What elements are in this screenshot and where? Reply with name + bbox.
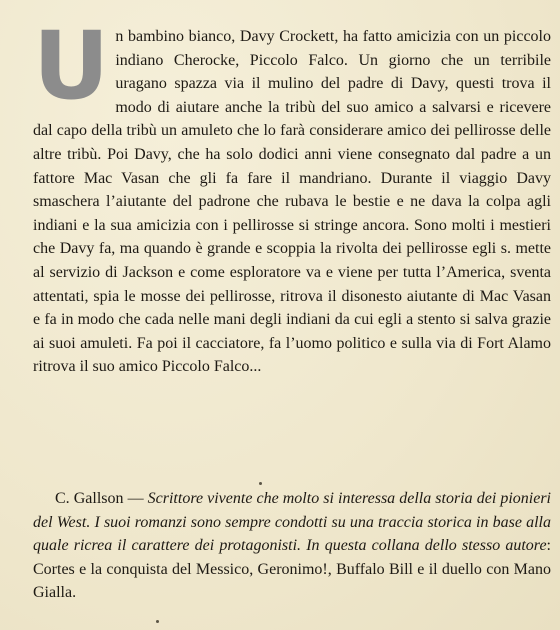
author-works-list: Cortes e la conquista del Messico, Geronimo!, Buffalo Bill e il duello con Mano Gialla. [33, 560, 551, 602]
ink-speck [259, 482, 262, 485]
author-name: C. Gallson — [55, 490, 148, 507]
author-note-paragraph [33, 487, 551, 605]
synopsis-paragraph [33, 12, 551, 379]
author-colon: : [546, 537, 551, 555]
author-description: Scrittore vivente che molto si interessa della storia dei pionieri del West. I suoi romanzi sono sempre condotti su una traccia storica in base alla quale ricrea il carattere dei protagonisti. In questa collana dello stesso autore [33, 490, 551, 555]
synopsis-text: n bambino bianco, Davy Crockett, ha fatto amicizia con un piccolo indiano Cherocke, Piccolo Falco. Un giorno che un terribile uragano spazza via il mulino del padre di Davy, questi trova il modo di aiutare anche la tribù del suo amico a salvarsi e ricevere dal capo della tribù un amuleto che lo farà considerare amico dei pellirosse delle altre tribù. Poi Davy, che ha solo dodici anni viene consegnato dal padre a un fattore Mac Vasan che gli fa fare il mandriano. Durante il viaggio Davy smaschera l’aiutante del padrone che rubava le bestie e ne dava la colpa agli indiani e la sua amicizia con i pellirosse si stringe ancora. Sono molti i mestieri che Davy fa, ma quando è grande e scoppia la rivolta dei pellirosse egli s. mette al servizio di Jackson e come esploratore va e viene per tutta l’America, sventa attentati, spia le mosse dei pellirosse, ritrova il disonesto aiutante di Mac Vasan e fa in modo che cada nelle mani degli indiani da cui egli a stento si salva grazie ai suoi amuleti. Fa poi il cacciatore, fa l’uomo politico e sulla via di Fort Alamo ritrova il suo amico Piccolo Falco... [33, 28, 551, 376]
drop-cap-letter: U [33, 12, 108, 121]
ink-speck [156, 620, 159, 623]
